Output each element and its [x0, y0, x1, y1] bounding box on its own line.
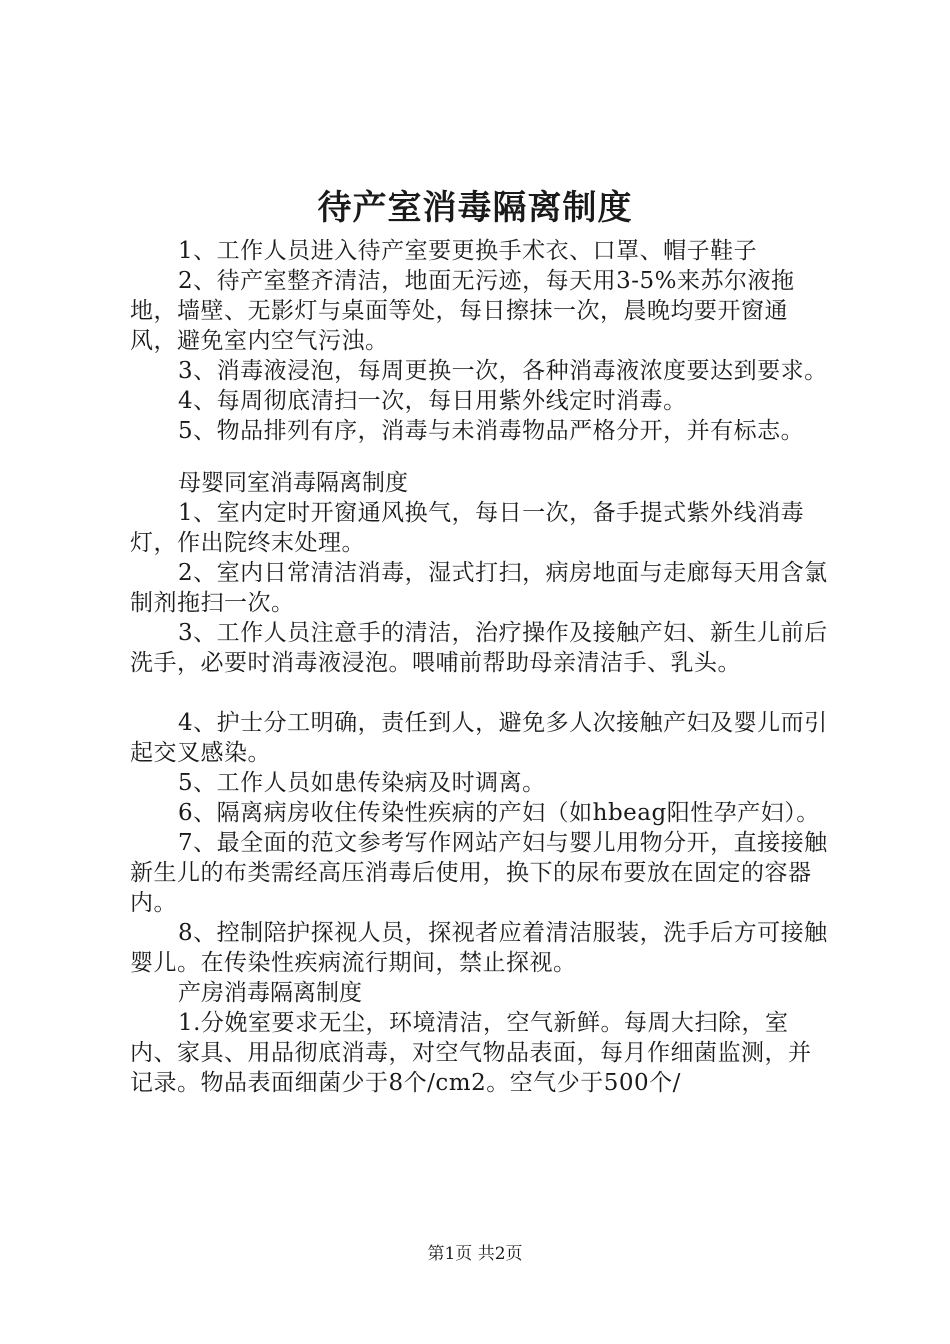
spacer	[130, 446, 830, 468]
paragraph: 7、最全面的范文参考写作网站产妇与婴儿用物分开，直接接触新生儿的布类需经高压消毒后使用，换下的尿布要放在固定的容器内。	[130, 830, 828, 916]
document-body	[130, 236, 830, 1098]
section-heading-maternal-infant: 母婴同室消毒隔离制度	[178, 470, 408, 496]
document-title: 待产室消毒隔离制度	[317, 188, 633, 228]
paragraph: 2、室内日常清洁消毒，湿式打扫，病房地面与走廊每天用含氯制剂拖扫一次。	[130, 560, 828, 616]
paragraph: 1、室内定时开窗通风换气，每日一次，备手提式紫外线消毒灯，作出院终末处理。	[130, 500, 805, 556]
paragraph: 3、消毒液浸泡，每周更换一次，各种消毒液浓度要达到要求。	[178, 358, 828, 384]
paragraph: 1.分娩室要求无尘，环境清洁，空气新鲜。每周大扫除，室内、家具、用品彻底消毒，对空气物品表面，每月作细菌监测，并记录。物品表面细菌少于8个/cm2。空气少于500个/	[130, 1010, 812, 1096]
page-footer: 第1页 共2页	[427, 1244, 523, 1264]
paragraph: 1、工作人员进入待产室要更换手术衣、口罩、帽子鞋子	[178, 238, 758, 264]
paragraph: 5、工作人员如患传染病及时调离。	[178, 770, 546, 796]
paragraph: 4、护士分工明确，责任到人，避免多人次接触产妇及婴儿而引起交叉感染。	[130, 710, 828, 766]
paragraph: 6、隔离病房收住传染性疾病的产妇（如hbeag阳性孕产妇）。	[178, 800, 820, 826]
paragraph: 3、工作人员注意手的清洁，治疗操作及接触产妇、新生儿前后洗手，必要时消毒液浸泡。喂哺前帮助母亲清洁手、乳头。	[130, 620, 828, 676]
paragraph: 4、每周彻底清扫一次，每日用紫外线定时消毒。	[178, 388, 687, 414]
section-heading-delivery-room: 产房消毒隔离制度	[178, 980, 362, 1006]
paragraph: 5、物品排列有序，消毒与未消毒物品严格分开，并有标志。	[178, 418, 805, 444]
spacer	[130, 678, 830, 708]
paragraph: 2、待产室整齐清洁，地面无污迹，每天用3-5%来苏尔液拖地，墙壁、无影灯与桌面等处，每日擦抹一次，晨晚均要开窗通风，避免室内空气污浊。	[130, 268, 795, 354]
paragraph: 8、控制陪护探视人员，探视者应着清洁服装，洗手后方可接触婴儿。在传染性疾病流行期间，禁止探视。	[130, 920, 828, 976]
